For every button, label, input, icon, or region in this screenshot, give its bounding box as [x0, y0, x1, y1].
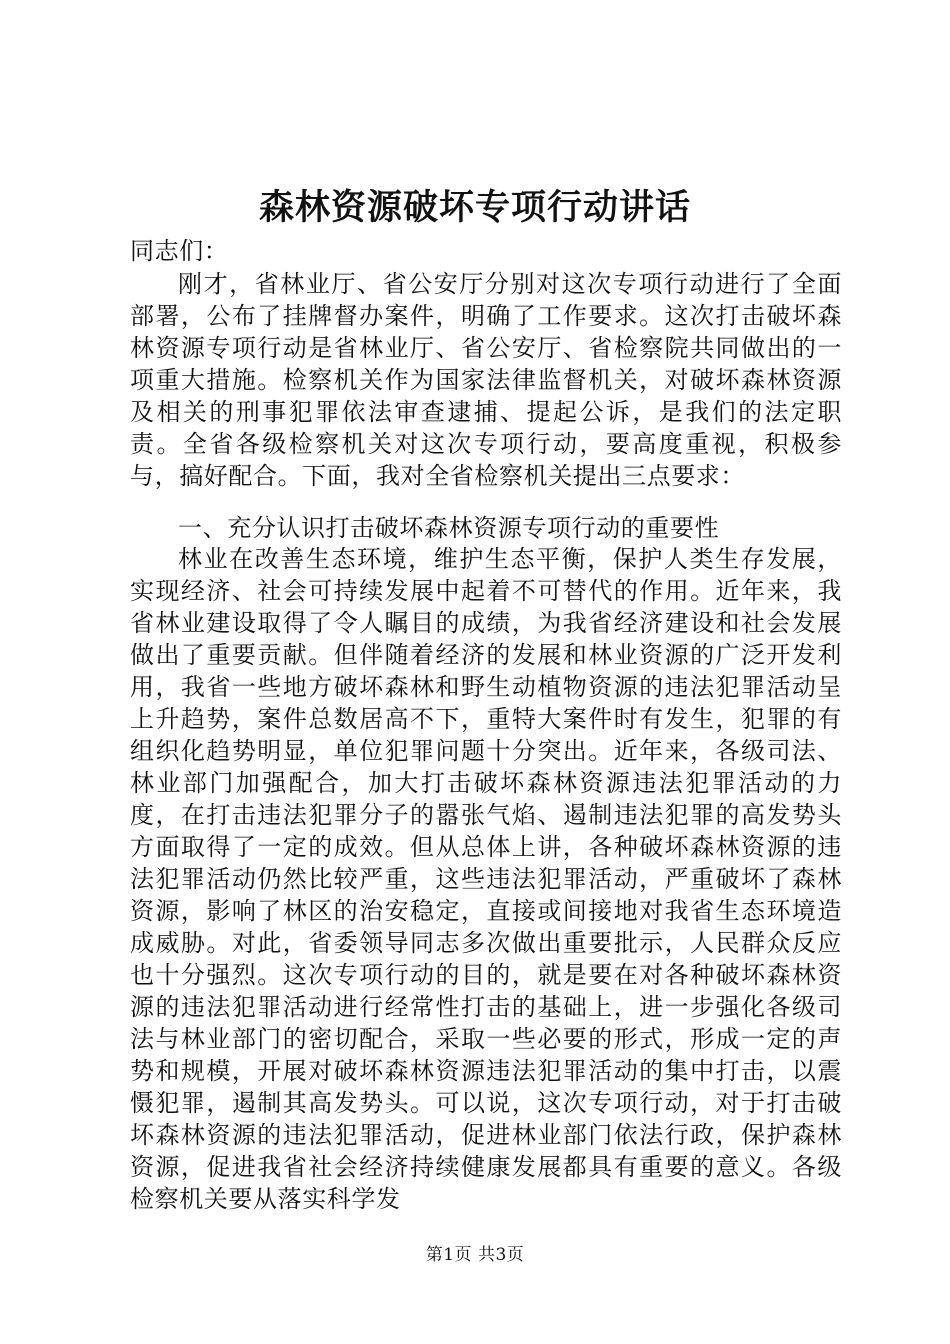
- paragraph-section-1: 林业在改善生态环境，维护生态平衡，保护人类生存发展，实现经济、社会可持续发展中起着不可替代的作用。近年来，我省林业建设取得了令人瞩目的成绩，为我省经济建设和社会发展做出了重要贡献。但伴随着经济的发展和林业资源的广泛开发利用，我省一些地方破坏森林和野生动植物资源的违法犯罪活动呈上升趋势，案件总数居高不下，重特大案件时有发生，犯罪的有组织化趋势明显，单位犯罪问题十分突出。近年来，各级司法、林业部门加强配合，加大打击破坏森林资源违法犯罪活动的力度，在打击违法犯罪分子的嚣张气焰、遏制违法犯罪的高发势头方面取得了一定的成效。但从总体上讲，各种破坏森林资源的违法犯罪活动仍然比较严重，这些违法犯罪活动，严重破坏了森林资源，影响了林区的治安稳定，直接或间接地对我省生态环境造成威胁。对此，省委领导同志多次做出重要批示，人民群众反应也十分强烈。这次专项行动的目的，就是要在对各种破坏森林资源的违法犯罪活动进行经常性打击的基础上，进一步强化各级司法与林业部门的密切配合，采取一些必要的形式，形成一定的声势和规模，开展对破坏森林资源违法犯罪活动的集中打击，以震慑犯罪，遏制其高发势头。可以说，这次专项行动，对于打击破坏森林资源的违法犯罪活动，促进林业部门依法行政，保护森林资源，促进我省社会经济持续健康发展都具有重要的意义。各级检察机关要从落实科学发: [130, 545, 842, 1213]
- paragraph-intro: 刚才，省林业厅、省公安厅分别对这次专项行动进行了全面部署，公布了挂牌督办案件，明确了工作要求。这次打击破坏森林资源专项行动是省林业厅、省公安厅、省检察院共同做出的一项重大措施。检察机关作为国家法律监督机关，对破坏森林资源及相关的刑事犯罪依法审查逮捕、提起公诉，是我们的法定职责。全省各级检察机关对这次专项行动，要高度重视，积极参与，搞好配合。下面，我对全省检察机关提出三点要求：: [130, 270, 842, 490]
- page-number-footer: 第1页 共3页: [425, 1245, 525, 1265]
- section-heading-1: 一、充分认识打击破坏森林资源专项行动的重要性: [178, 514, 720, 542]
- document-title: 森林资源破坏专项行动讲话: [258, 187, 691, 228]
- salutation: 同志们：: [130, 237, 229, 265]
